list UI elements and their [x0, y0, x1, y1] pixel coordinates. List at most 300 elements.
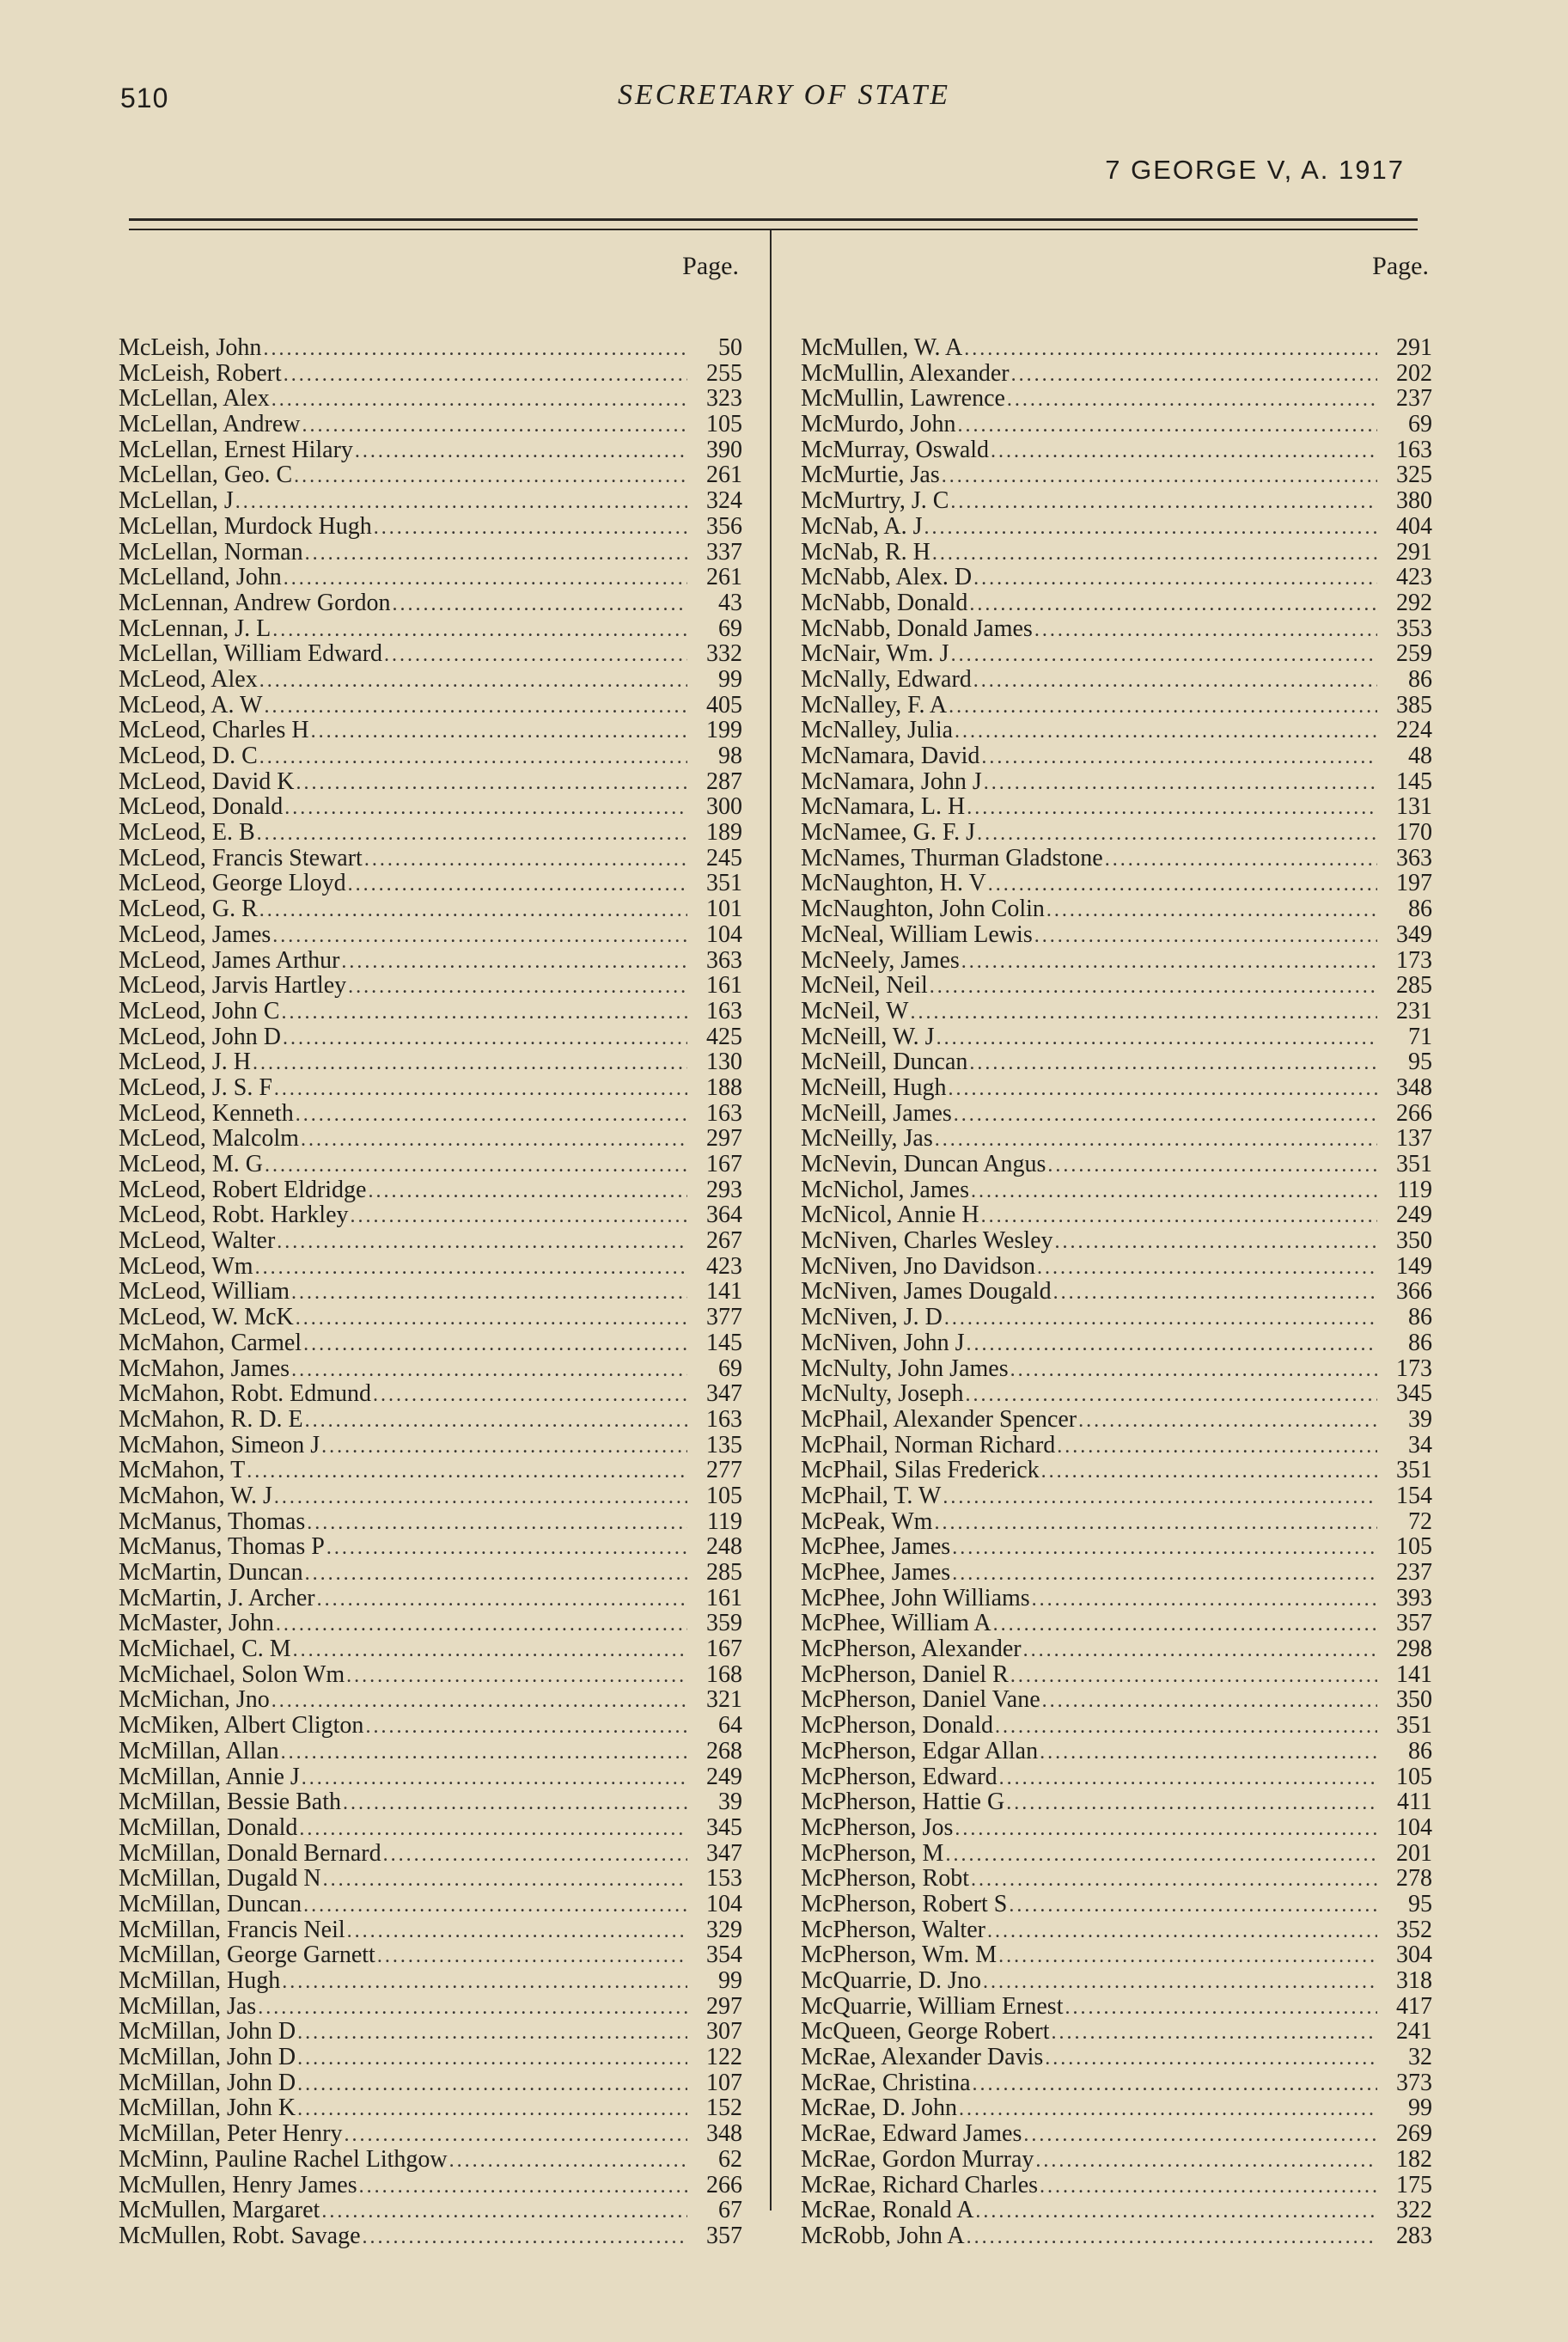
index-entry: [801, 718, 1432, 743]
index-entry: [119, 2173, 742, 2198]
index-entry: [119, 1279, 742, 1305]
dot-leader: [307, 1511, 687, 1535]
dot-leader: [1053, 1281, 1377, 1305]
entry-page-number: 67: [718, 2198, 742, 2223]
entry-page-number: 278: [1396, 1866, 1432, 1892]
dot-leader: [373, 1383, 687, 1407]
index-entry: [119, 590, 742, 616]
entry-page-number: 300: [706, 794, 742, 821]
entry-page-number: 104: [706, 921, 742, 948]
entry-name: McRae, Edward James: [801, 2121, 1022, 2147]
index-entry: [801, 1968, 1432, 1994]
entry-name: McPherson, Daniel Vane: [801, 1687, 1040, 1714]
index-entry: [119, 335, 742, 361]
dot-leader: [987, 1919, 1377, 1943]
entry-page-number: 297: [706, 1126, 742, 1152]
index-entry: [119, 1866, 742, 1892]
entry-page-number: 351: [1396, 1458, 1432, 1483]
entry-name: McLeod, Jarvis Hartley: [119, 973, 347, 999]
entry-name: McMiken, Albert Cligton: [119, 1713, 364, 1739]
index-entry: [119, 1586, 742, 1611]
entry-name: McMillan, Dugald N: [119, 1866, 321, 1892]
entry-page-number: 347: [706, 1840, 742, 1867]
index-entry: [119, 1764, 742, 1790]
index-entry: [119, 2045, 742, 2070]
index-entry: [119, 386, 742, 412]
index-entry: [801, 1458, 1432, 1483]
dot-leader: [284, 566, 687, 590]
index-entry: [119, 1049, 742, 1075]
index-entry: [119, 540, 742, 566]
entry-name: McPhee, John Williams: [801, 1585, 1030, 1611]
entry-name: McMullen, W. A: [801, 335, 963, 361]
entry-name: McLellan, Andrew: [119, 412, 301, 437]
entry-name: McMillan, John D: [119, 2045, 296, 2070]
index-entry: [801, 2070, 1432, 2096]
entry-page-number: 269: [1396, 2121, 1432, 2147]
dot-leader: [365, 1715, 687, 1739]
dot-leader: [1032, 1587, 1377, 1611]
entry-name: McPherson, Walter: [801, 1917, 985, 1943]
index-entry: [119, 437, 742, 463]
entry-name: McQueen, George Robert: [801, 2019, 1050, 2045]
entry-page-number: 167: [706, 1152, 742, 1177]
entry-name: McPherson, Jos: [801, 1814, 954, 1841]
dot-leader: [1040, 1740, 1377, 1764]
dot-leader: [957, 413, 1377, 437]
entry-name: McMillan, Allan: [119, 1738, 279, 1764]
index-entry: [119, 2147, 742, 2173]
entry-name: McNiven, John J: [801, 1330, 965, 1356]
entry-name: McPhail, Silas Frederick: [801, 1458, 1040, 1483]
index-entry: [119, 1458, 742, 1483]
entry-page-number: 161: [706, 1585, 742, 1611]
entry-page-number: 50: [718, 335, 742, 361]
entry-name: McMurray, Oswald: [801, 437, 990, 463]
entry-name: McLeod, Kenneth: [119, 1100, 294, 1127]
entry-page-number: 349: [1396, 921, 1432, 948]
entry-page-number: 86: [1408, 1738, 1432, 1764]
entry-page-number: 173: [1396, 947, 1432, 974]
dot-leader: [1057, 1434, 1377, 1458]
entry-name: McMinn, Pauline Rachel Lithgow: [119, 2146, 448, 2173]
entry-page-number: 425: [706, 1024, 742, 1050]
entry-page-number: 345: [706, 1814, 742, 1841]
index-column-left: [119, 244, 742, 2249]
entry-name: McNiven, J. D: [801, 1305, 943, 1330]
dot-leader: [297, 2046, 687, 2070]
entry-name: McNeely, James: [801, 947, 960, 974]
entry-page-number: 267: [706, 1228, 742, 1254]
entry-name: McLellan, Ernest Hilary: [119, 437, 353, 463]
entry-name: McNab, R. H: [801, 539, 930, 566]
index-entry: [119, 1509, 742, 1535]
entry-page-number: 197: [1396, 871, 1432, 897]
entry-page-number: 141: [706, 1279, 742, 1306]
index-entry: [119, 1534, 742, 1560]
dot-leader: [284, 363, 687, 387]
index-entry: [119, 1483, 742, 1509]
dot-leader: [326, 1536, 687, 1560]
entry-page-number: 224: [1396, 718, 1432, 743]
dot-leader: [981, 1204, 1377, 1228]
entry-name: McLeod, Charles H: [119, 718, 309, 743]
index-entry: [119, 1024, 742, 1050]
index-entry: [119, 462, 742, 488]
entry-page-number: 323: [706, 386, 742, 413]
index-entry: [801, 1994, 1432, 2020]
entry-page-number: 307: [706, 2019, 742, 2045]
entry-name: McMillan, Jas: [119, 1993, 257, 2020]
dot-leader: [942, 464, 1377, 488]
entry-page-number: 248: [706, 1534, 742, 1560]
entry-name: McMillan, Bessie Bath: [119, 1789, 341, 1815]
entry-page-number: 348: [706, 2121, 742, 2147]
dot-leader: [973, 669, 1377, 693]
dot-leader: [998, 1944, 1377, 1968]
index-entry: [119, 948, 742, 974]
entry-name: McLellan, Murdock Hugh: [119, 513, 372, 540]
entry-page-number: 189: [706, 820, 742, 846]
entry-page-number: 99: [718, 666, 742, 693]
entry-page-number: 163: [1396, 437, 1432, 463]
dot-leader: [317, 1587, 687, 1611]
dot-leader: [1105, 847, 1377, 871]
entry-page-number: 141: [1396, 1661, 1432, 1688]
entry-name: McMichael, Solon Wm: [119, 1661, 345, 1688]
column-divider: [770, 230, 772, 2211]
dot-leader: [984, 771, 1377, 795]
dot-leader: [983, 1970, 1377, 1994]
entry-page-number: 405: [706, 692, 742, 718]
index-entry: [801, 1739, 1432, 1764]
dot-leader: [977, 822, 1377, 846]
entry-name: McMurtie, Jas: [801, 462, 940, 489]
index-entry: [119, 1815, 742, 1841]
entry-name: McPherson, Hattie G: [801, 1789, 1005, 1815]
entry-page-number: 105: [1396, 1764, 1432, 1790]
entry-page-number: 285: [706, 1560, 742, 1586]
index-entry: [801, 1381, 1432, 1407]
dot-leader: [341, 950, 687, 974]
entry-page-number: 255: [706, 360, 742, 387]
dot-leader: [952, 1536, 1377, 1560]
entry-page-number: 347: [706, 1381, 742, 1407]
dot-leader: [255, 1256, 687, 1280]
entry-name: McLeod, William: [119, 1279, 290, 1306]
entry-name: McLeod, G. R: [119, 896, 258, 922]
index-column-right: [801, 244, 1432, 2249]
index-entry: [801, 616, 1432, 642]
entry-page-number: 261: [706, 462, 742, 489]
dot-leader: [347, 1919, 687, 1943]
dot-leader: [1055, 1230, 1378, 1254]
index-entry: [119, 1228, 742, 1254]
entry-name: McMillan, George Garnett: [119, 1942, 375, 1968]
entry-name: McRae, D. John: [801, 2095, 957, 2122]
dot-leader: [284, 796, 687, 820]
entry-name: McLellan, William Edward: [119, 641, 383, 667]
dot-leader: [1078, 1409, 1377, 1433]
index-entry: [119, 1892, 742, 1917]
entry-name: McLeod, D. C: [119, 743, 258, 769]
entry-page-number: 249: [706, 1764, 742, 1790]
entry-page-number: 105: [1396, 1534, 1432, 1560]
entry-page-number: 64: [718, 1713, 742, 1739]
entry-name: McMillan, Donald: [119, 1814, 298, 1841]
entry-page-number: 119: [1397, 1177, 1432, 1203]
entry-page-number: 86: [1408, 666, 1432, 693]
entry-name: McNalley, Julia: [801, 718, 954, 743]
entry-name: McManus, Thomas: [119, 1508, 306, 1535]
entry-name: McLellan, J: [119, 488, 234, 514]
dot-leader: [303, 1332, 687, 1356]
entry-name: McMichan, Jno: [119, 1687, 270, 1714]
entry-name: McNevin, Duncan Angus: [801, 1152, 1046, 1177]
entry-page-number: 283: [1396, 2223, 1432, 2249]
entry-name: McLellan, Alex: [119, 386, 270, 413]
entry-page-number: 245: [706, 845, 742, 871]
index-entry: [119, 2121, 742, 2147]
dot-leader: [294, 464, 687, 488]
entry-name: McLelland, John: [119, 565, 282, 590]
dot-leader: [1042, 1689, 1377, 1713]
dot-leader: [355, 439, 687, 463]
dot-leader: [302, 1766, 687, 1790]
entry-name: McPherson, Alexander: [801, 1636, 1022, 1662]
entry-page-number: 285: [1396, 973, 1432, 999]
session-note: 7 GEORGE V, A. 1917: [1105, 155, 1405, 185]
dot-leader: [955, 1817, 1377, 1841]
index-entry: [801, 1330, 1432, 1356]
dot-leader: [999, 1766, 1377, 1790]
index-entry: [801, 641, 1432, 667]
entry-page-number: 86: [1408, 896, 1432, 922]
dot-leader: [967, 796, 1377, 820]
entry-name: McMahon, Carmel: [119, 1330, 302, 1356]
index-entry: [119, 1662, 742, 1688]
entry-name: McMurdo, John: [801, 412, 956, 437]
entry-name: McPhail, Norman Richard: [801, 1432, 1056, 1458]
entry-page-number: 366: [1396, 1279, 1432, 1306]
entry-name: McPhee, James: [801, 1534, 951, 1560]
entry-name: McNaughton, John Colin: [801, 896, 1045, 922]
entry-list-left: [119, 335, 742, 2249]
entry-name: McPhail, Alexander Spencer: [801, 1406, 1077, 1433]
index-entry: [119, 1994, 742, 2020]
entry-page-number: 122: [706, 2045, 742, 2070]
index-entry: [119, 1126, 742, 1152]
entry-page-number: 291: [1396, 539, 1432, 566]
entry-name: McNicol, Annie H: [801, 1202, 979, 1229]
dot-leader: [1065, 1996, 1377, 2020]
index-entry: [119, 1177, 742, 1203]
entry-name: McLeod, Alex: [119, 666, 258, 693]
entry-page-number: 297: [706, 1993, 742, 2020]
entry-name: McNulty, Joseph: [801, 1381, 964, 1407]
entry-page-number: 202: [1396, 360, 1432, 387]
dot-leader: [944, 1306, 1377, 1330]
entry-page-number: 324: [706, 488, 742, 514]
entry-name: McPhee, James: [801, 1560, 951, 1586]
dot-leader: [969, 592, 1377, 616]
entry-name: McLeod, Robert Eldridge: [119, 1177, 367, 1203]
index-entry: [801, 1228, 1432, 1254]
entry-name: McMullin, Alexander: [801, 360, 1010, 387]
index-entry: [801, 1509, 1432, 1535]
page-number: 510: [120, 83, 169, 113]
dot-leader: [293, 1638, 687, 1662]
index-entry: [801, 1049, 1432, 1075]
index-entry: [801, 1942, 1432, 1968]
entry-page-number: 199: [706, 718, 742, 743]
header-rule-top: [129, 218, 1418, 221]
dot-leader: [274, 1485, 687, 1509]
entry-page-number: 404: [1396, 513, 1432, 540]
entry-page-number: 95: [1408, 1049, 1432, 1075]
entry-list-right: [801, 335, 1432, 2249]
index-entry: [801, 1917, 1432, 1943]
index-entry: [801, 1305, 1432, 1330]
index-entry: [119, 999, 742, 1024]
index-entry: [801, 437, 1432, 463]
entry-name: McMillan, Peter Henry: [119, 2121, 343, 2147]
dot-leader: [975, 2199, 1377, 2223]
dot-leader: [296, 1306, 687, 1330]
dot-leader: [258, 1996, 687, 2020]
index-entry: [801, 2095, 1432, 2121]
index-entry: [801, 1586, 1432, 1611]
dot-leader: [1009, 1893, 1377, 1917]
entry-page-number: 321: [706, 1687, 742, 1714]
index-entry: [119, 2070, 742, 2096]
entry-page-number: 364: [706, 1202, 742, 1229]
dot-leader: [257, 822, 687, 846]
entry-name: McLennan, J. L: [119, 615, 272, 642]
index-entry: [801, 2045, 1432, 2070]
running-title: SECRETARY OF STATE: [617, 79, 951, 111]
dot-leader: [954, 1103, 1377, 1127]
index-entry: [119, 922, 742, 948]
entry-page-number: 69: [718, 615, 742, 642]
entry-page-number: 163: [706, 1100, 742, 1127]
dot-leader: [967, 1332, 1377, 1356]
entry-name: McLeod, Malcolm: [119, 1126, 299, 1152]
dot-leader: [1010, 1358, 1377, 1382]
entry-page-number: 170: [1396, 820, 1432, 846]
entry-page-number: 351: [1396, 1152, 1432, 1177]
dot-leader: [303, 1893, 687, 1917]
entry-page-number: 107: [706, 2070, 742, 2096]
entry-name: McNeil, W: [801, 998, 909, 1024]
entry-page-number: 101: [706, 896, 742, 922]
index-entry: [119, 1330, 742, 1356]
index-entry: [119, 2198, 742, 2223]
entry-page-number: 43: [718, 590, 742, 616]
entry-page-number: 373: [1396, 2070, 1432, 2096]
dot-leader: [264, 694, 687, 718]
dot-leader: [345, 2123, 688, 2147]
index-entry: [119, 846, 742, 871]
entry-name: McNiven, James Dougald: [801, 1279, 1052, 1306]
entry-name: McLeod, J. S. F: [119, 1074, 272, 1101]
dot-leader: [1034, 618, 1377, 642]
dot-leader: [364, 847, 687, 871]
entry-name: McNeilly, Jas: [801, 1126, 933, 1152]
dot-leader: [272, 618, 687, 642]
index-entry: [801, 1202, 1432, 1228]
entry-name: McLeod, Walter: [119, 1228, 276, 1254]
dot-leader: [281, 1740, 687, 1764]
index-entry: [801, 846, 1432, 871]
entry-page-number: 304: [1396, 1942, 1432, 1968]
entry-page-number: 423: [706, 1253, 742, 1280]
dot-leader: [259, 669, 687, 693]
index-entry: [119, 565, 742, 590]
index-entry: [119, 1433, 742, 1458]
index-entry: [801, 1126, 1432, 1152]
entry-name: McPeak, Wm: [801, 1508, 933, 1535]
index-entry: [119, 1917, 742, 1943]
entry-page-number: 99: [718, 1968, 742, 1994]
dot-leader: [1007, 388, 1377, 412]
dot-leader: [988, 872, 1377, 896]
index-entry: [119, 1636, 742, 1662]
entry-name: McNalley, F. A: [801, 692, 948, 718]
dot-leader: [253, 1051, 687, 1075]
entry-name: McMaster, John: [119, 1611, 274, 1637]
index-entry: [119, 896, 742, 922]
entry-page-number: 153: [706, 1866, 742, 1892]
dot-leader: [392, 592, 687, 616]
dot-leader: [265, 1153, 687, 1177]
entry-name: McNabb, Donald James: [801, 615, 1033, 642]
index-entry: [801, 871, 1432, 896]
dot-leader: [297, 2072, 687, 2096]
dot-leader: [305, 541, 687, 566]
entry-page-number: 119: [707, 1508, 742, 1535]
entry-name: McRae, Christina: [801, 2070, 971, 2096]
entry-page-number: 356: [706, 513, 742, 540]
dot-leader: [1046, 898, 1377, 922]
index-entry: [801, 462, 1432, 488]
entry-name: McPhee, William A: [801, 1611, 991, 1637]
index-entry: [119, 514, 742, 540]
entry-page-number: 168: [706, 1661, 742, 1688]
entry-name: McMahon, Robt. Edmund: [119, 1381, 371, 1407]
dot-leader: [383, 1843, 687, 1867]
entry-name: McLeod, M. G: [119, 1152, 263, 1177]
entry-page-number: 350: [1396, 1228, 1432, 1254]
index-entry: [119, 1356, 742, 1382]
entry-page-number: 423: [1396, 565, 1432, 590]
index-entry: [119, 769, 742, 795]
index-entry: [801, 1815, 1432, 1841]
dot-leader: [1047, 1153, 1377, 1177]
index-entry: [801, 2198, 1432, 2223]
index-entry: [801, 973, 1432, 999]
dot-leader: [299, 1817, 687, 1841]
index-entry: [119, 871, 742, 896]
dot-leader: [991, 439, 1377, 463]
entry-page-number: 348: [1396, 1074, 1432, 1101]
dot-leader: [969, 1051, 1377, 1075]
entry-page-number: 131: [1396, 794, 1432, 821]
dot-leader: [967, 2225, 1377, 2249]
index-entry: [119, 1713, 742, 1739]
index-entry: [801, 794, 1432, 820]
dot-leader: [301, 1128, 687, 1152]
